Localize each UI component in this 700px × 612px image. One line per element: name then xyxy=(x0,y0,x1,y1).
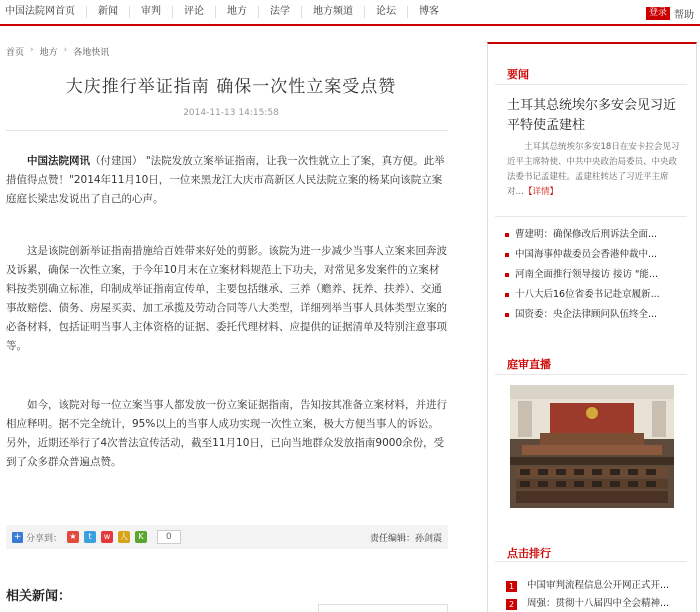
related-news-box xyxy=(318,604,448,612)
nav-item-forum[interactable]: 论坛 xyxy=(365,6,408,18)
news-link[interactable]: 河南全面推行领导接访 接访 "能... xyxy=(515,269,658,280)
sina-weibo-share-icon[interactable]: w xyxy=(101,531,113,543)
share-plus-icon[interactable]: + xyxy=(13,531,22,542)
breadcrumb-home[interactable]: 首页 xyxy=(6,48,25,58)
click-rank-list xyxy=(506,577,696,612)
sidebar-news-list xyxy=(495,225,691,325)
nav-item-local-channel[interactable]: 地方频道 xyxy=(302,6,365,18)
article-title: 大庆推行举证指南 确保一次性立案受点赞 xyxy=(65,77,397,97)
source-lead: 中国法院网讯 xyxy=(27,155,90,167)
divider xyxy=(495,561,687,562)
nav-item-home[interactable]: 中国法院网首页 xyxy=(0,6,87,18)
bullet-icon xyxy=(505,313,509,317)
bullet-icon xyxy=(505,253,509,257)
courtroom-image[interactable] xyxy=(510,385,674,508)
nav-item-news[interactable]: 新闻 xyxy=(87,6,130,18)
related-news-heading: 相关新闻： xyxy=(6,589,72,604)
section-title-yaowen: 要闻 xyxy=(507,68,529,81)
nav-item-comment[interactable]: 评论 xyxy=(173,6,216,18)
breadcrumb-flash[interactable]: 各地快讯 xyxy=(73,48,110,58)
sidebar-summary-text: 土耳其总统埃尔多安18日在安卡拉会见习近平主席特使、中共中央政治局委员、中央政法委书记孟建柱。孟建柱转达了习近平主席对… xyxy=(507,142,680,197)
section-title-click-rank: 点击排行 xyxy=(507,547,551,560)
login-button[interactable]: 登录 xyxy=(646,7,670,20)
list-item[interactable] xyxy=(506,595,696,612)
divider xyxy=(495,84,687,85)
sidebar-summary xyxy=(507,140,685,200)
nav-item-law[interactable]: 法学 xyxy=(259,6,302,18)
responsible-editor: 责任编辑：孙剑震 xyxy=(369,533,442,544)
news-link[interactable]: 国资委：央企法律顾问队伍终全... xyxy=(515,309,658,320)
divider xyxy=(495,374,687,375)
breadcrumb-local[interactable]: 地方 xyxy=(39,48,58,58)
kaixin-share-icon[interactable]: K xyxy=(135,531,147,543)
list-item[interactable] xyxy=(495,225,691,245)
article-date: 2014-11-13 14:15:58 xyxy=(183,108,279,118)
share-count: 0 xyxy=(157,530,181,544)
divider xyxy=(495,216,687,217)
bullet-icon xyxy=(505,273,509,277)
nav-item-trial[interactable]: 审判 xyxy=(130,6,173,18)
share-label: 分享到： xyxy=(26,533,63,544)
tencent-weibo-share-icon[interactable]: t xyxy=(84,531,96,543)
nav-item-blog[interactable]: 博客 xyxy=(419,6,439,17)
article-paragraph-2: 这是该院创新举证指南措施给百姓带来好处的剪影。该院为进一步减少当事人立案来回奔波及诉累，确保一次性立案，于今年10月末在立案材料规范上下功夫，对常见多发案件的立案材料按类别确立标准，印制成举证指南宣传单，主要包括继承、三养（赡养、抚养、扶养）、交通事故赔偿、债务、房屋买卖、加工承揽及劳动合同等八大类型，详细列举当事人具体类型立案的必备材料，包括证明当事人主体资格的证据、委托代理材料、应提供的证据清单及特别注意事项等。 xyxy=(6,245,447,352)
nav-right-tools xyxy=(646,6,694,21)
details-link[interactable]: 【详情】 xyxy=(524,187,559,197)
bullet-icon xyxy=(505,293,509,297)
list-item[interactable] xyxy=(495,245,691,265)
top-navigation xyxy=(0,0,700,26)
list-item[interactable] xyxy=(495,265,691,285)
divider xyxy=(6,130,448,131)
sidebar-headline[interactable]: 土耳其总统埃尔多安会见习近平特使孟建柱 xyxy=(507,98,677,133)
help-link[interactable]: 帮助 xyxy=(674,10,694,21)
rank-number: 2 xyxy=(506,599,517,610)
article-paragraph-1 xyxy=(6,152,448,209)
breadcrumb-separator: › xyxy=(63,45,68,55)
news-link[interactable]: 十八大后16位省委书记赴京履新... xyxy=(515,289,660,300)
breadcrumb-separator: › xyxy=(30,45,34,55)
bullet-icon xyxy=(505,233,509,237)
section-title-live-trial: 庭审直播 xyxy=(507,358,551,371)
breadcrumb xyxy=(6,45,109,58)
list-item[interactable] xyxy=(495,305,691,325)
news-link[interactable]: 中国海事仲裁委员会香港仲裁中... xyxy=(515,249,658,260)
paragraph-1-text: （付建国） "法院发放立案举证指南，让我一次性就立上了案，真方便。此举措值得点赞！"2014年11月10日，一位来黑龙江大庆市高新区人民法院立案的杨某向该院立案庭庭长梁忠发说出了自己的心声。 xyxy=(6,155,445,205)
article-paragraph-3: 如今，该院对每一位立案当事人都发放一份立案证据指南，告知按其准备立案材料，并进行相应释明。据不完全统计，95%以上的当事人成功实现一次性立案，极大方便当事人的诉讼。另外，近期还举行了4次普法宣传活动，截至11月10日，已向当地群众发放指南9000余份，受到了众多群众普遍点赞。 xyxy=(6,399,447,468)
rank-number: 1 xyxy=(506,581,517,592)
rank-link[interactable]: 周强：贯彻十八届四中全会精神... xyxy=(527,598,670,609)
rank-link[interactable]: 中国审判流程信息公开网正式开... xyxy=(527,580,670,591)
renren-share-icon[interactable]: 人 xyxy=(120,532,129,541)
nav-item-local[interactable]: 地方 xyxy=(216,6,259,18)
qzone-share-icon[interactable]: ★ xyxy=(67,531,79,543)
share-bar xyxy=(6,525,448,549)
news-link[interactable]: 曹建明：确保修改后刑诉法全面... xyxy=(515,229,658,240)
list-item[interactable] xyxy=(506,577,696,595)
list-item[interactable] xyxy=(495,285,691,305)
